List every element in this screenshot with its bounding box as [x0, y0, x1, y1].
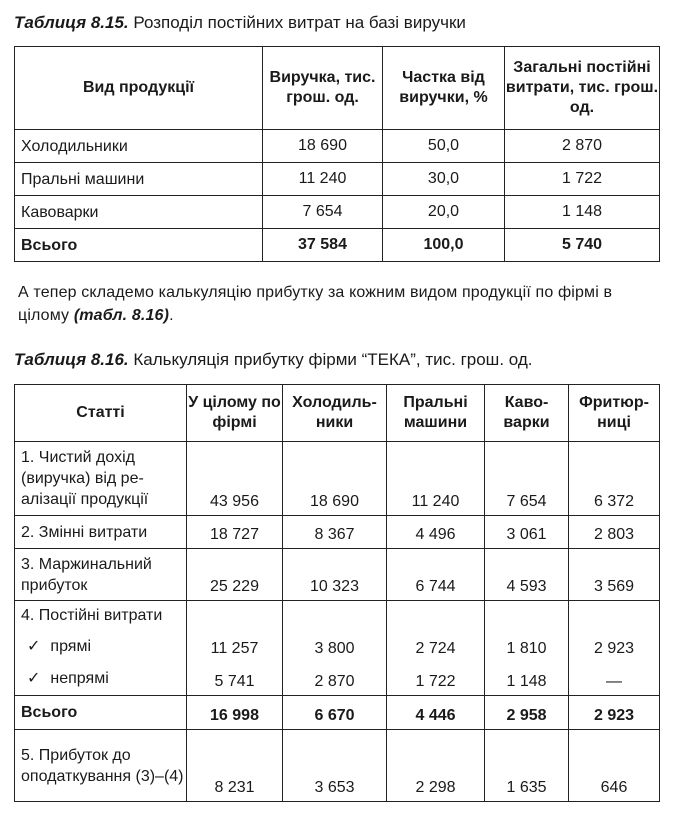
table-caption-number: Таблиця 8.16. — [14, 350, 129, 369]
table-total-row — [15, 696, 660, 730]
fixed-costs-table — [14, 46, 660, 262]
table-row — [15, 442, 660, 516]
table-cell: 25 229 — [187, 549, 283, 601]
table-cell: 18 690 — [283, 442, 387, 516]
column-header: Каво-варки — [485, 385, 569, 442]
check-icon: ✓ — [27, 669, 41, 687]
table-cell: 16 998 — [187, 696, 283, 730]
table-row — [15, 730, 660, 802]
table-cell: 8 231 — [187, 730, 283, 802]
table-cell: 50,0 — [383, 130, 505, 163]
table-header-row — [15, 47, 660, 130]
row-label: Кавоварки — [15, 196, 263, 229]
row-label: 3. Маржинальний прибуток — [15, 549, 187, 601]
table-cell: 3 569 — [569, 549, 660, 601]
table-row — [15, 130, 660, 163]
table-cell: 18 690 — [263, 130, 383, 163]
column-header: Виручка, тис. грош. од. — [263, 47, 383, 130]
table-cell: 2 298 — [387, 730, 485, 802]
table-cell — [485, 601, 569, 631]
table-cell: 11 257 — [187, 631, 283, 662]
table-caption-number: Таблиця 8.15. — [14, 13, 129, 32]
table-cell: 4 593 — [485, 549, 569, 601]
row-label: 5. Прибуток до оподаткування (3)–(4) — [15, 730, 187, 802]
table-cell: 3 800 — [283, 631, 387, 662]
table-cell: 2 923 — [569, 631, 660, 662]
sub-row-label: прямі — [50, 637, 92, 655]
table-cell: 1 148 — [505, 196, 660, 229]
table-cell: 1 722 — [505, 163, 660, 196]
table-cell: 2 870 — [283, 662, 387, 696]
paragraph-text: А тепер складемо калькуляцію прибутку за кожним видом продукції по фірмі в цілому — [18, 284, 613, 324]
table-cell: 2 923 — [569, 696, 660, 730]
table-cell: — — [569, 662, 660, 696]
table-cell — [283, 601, 387, 631]
table-caption — [14, 350, 533, 370]
row-label: Холодильники — [15, 130, 263, 163]
table-cell: 5 741 — [187, 662, 283, 696]
table-cell: 2 870 — [505, 130, 660, 163]
table-cell: 4 446 — [387, 696, 485, 730]
sub-row-label: непрямі — [50, 669, 109, 687]
table-row — [15, 631, 660, 662]
table-cell: 37 584 — [263, 229, 383, 262]
table-cell: 646 — [569, 730, 660, 802]
row-label: Всього — [15, 696, 187, 730]
table-cell: 6 744 — [387, 549, 485, 601]
table-caption-text: Розподіл постійних витрат на базі виручки — [133, 13, 466, 32]
column-header: Загальні постійні витрати, тис. грош. од. — [505, 47, 660, 130]
table-row — [15, 516, 660, 549]
table-total-row — [15, 229, 660, 262]
row-label: 2. Змінні витрати — [15, 516, 187, 549]
table-cell: 4 496 — [387, 516, 485, 549]
column-header: Вид продукції — [15, 47, 263, 130]
column-header: Частка від виручки, % — [383, 47, 505, 130]
table-cell: 5 740 — [505, 229, 660, 262]
table-reference: (табл. 8.16) — [73, 307, 170, 324]
row-label — [15, 662, 187, 696]
table-cell: 43 956 — [187, 442, 283, 516]
table-cell: 1 635 — [485, 730, 569, 802]
table-row — [15, 662, 660, 696]
table-cell — [387, 601, 485, 631]
column-header: Фритюр-ниці — [569, 385, 660, 442]
table-cell: 20,0 — [383, 196, 505, 229]
table-caption — [14, 13, 466, 33]
table-cell: 6 372 — [569, 442, 660, 516]
profit-calculation-table — [14, 384, 660, 802]
table-cell: 11 240 — [387, 442, 485, 516]
table-caption-text: Калькуляція прибутку фірми “ТЕКА”, тис. грош. од. — [133, 350, 533, 369]
table-cell: 18 727 — [187, 516, 283, 549]
row-label: 1. Чистий дохід (виручка) від ре-алізації продукції — [15, 442, 187, 516]
body-paragraph — [18, 281, 663, 327]
column-header: У цілому по фірмі — [187, 385, 283, 442]
paragraph-end: . — [169, 307, 174, 324]
row-label: 4. Постійні витрати — [15, 601, 187, 631]
table-cell: 30,0 — [383, 163, 505, 196]
table-row — [15, 601, 660, 631]
table-cell: 1 810 — [485, 631, 569, 662]
table-cell: 11 240 — [263, 163, 383, 196]
table-cell — [187, 601, 283, 631]
table-row — [15, 549, 660, 601]
row-label — [15, 631, 187, 662]
column-header: Холодиль-ники — [283, 385, 387, 442]
table-cell: 2 724 — [387, 631, 485, 662]
table-cell: 3 653 — [283, 730, 387, 802]
table-row — [15, 196, 660, 229]
table-cell: 2 803 — [569, 516, 660, 549]
table-cell: 7 654 — [263, 196, 383, 229]
table-cell: 1 148 — [485, 662, 569, 696]
table-cell: 6 670 — [283, 696, 387, 730]
column-header: Пральні машини — [387, 385, 485, 442]
table-cell: 3 061 — [485, 516, 569, 549]
row-label: Пральні машини — [15, 163, 263, 196]
column-header: Статті — [15, 385, 187, 442]
table-header-row — [15, 385, 660, 442]
table-cell: 2 958 — [485, 696, 569, 730]
check-icon: ✓ — [27, 637, 41, 655]
table-row — [15, 163, 660, 196]
table-cell: 100,0 — [383, 229, 505, 262]
table-cell: 7 654 — [485, 442, 569, 516]
table-cell — [569, 601, 660, 631]
table-cell: 1 722 — [387, 662, 485, 696]
row-label: Всього — [15, 229, 263, 262]
table-cell: 10 323 — [283, 549, 387, 601]
table-cell: 8 367 — [283, 516, 387, 549]
